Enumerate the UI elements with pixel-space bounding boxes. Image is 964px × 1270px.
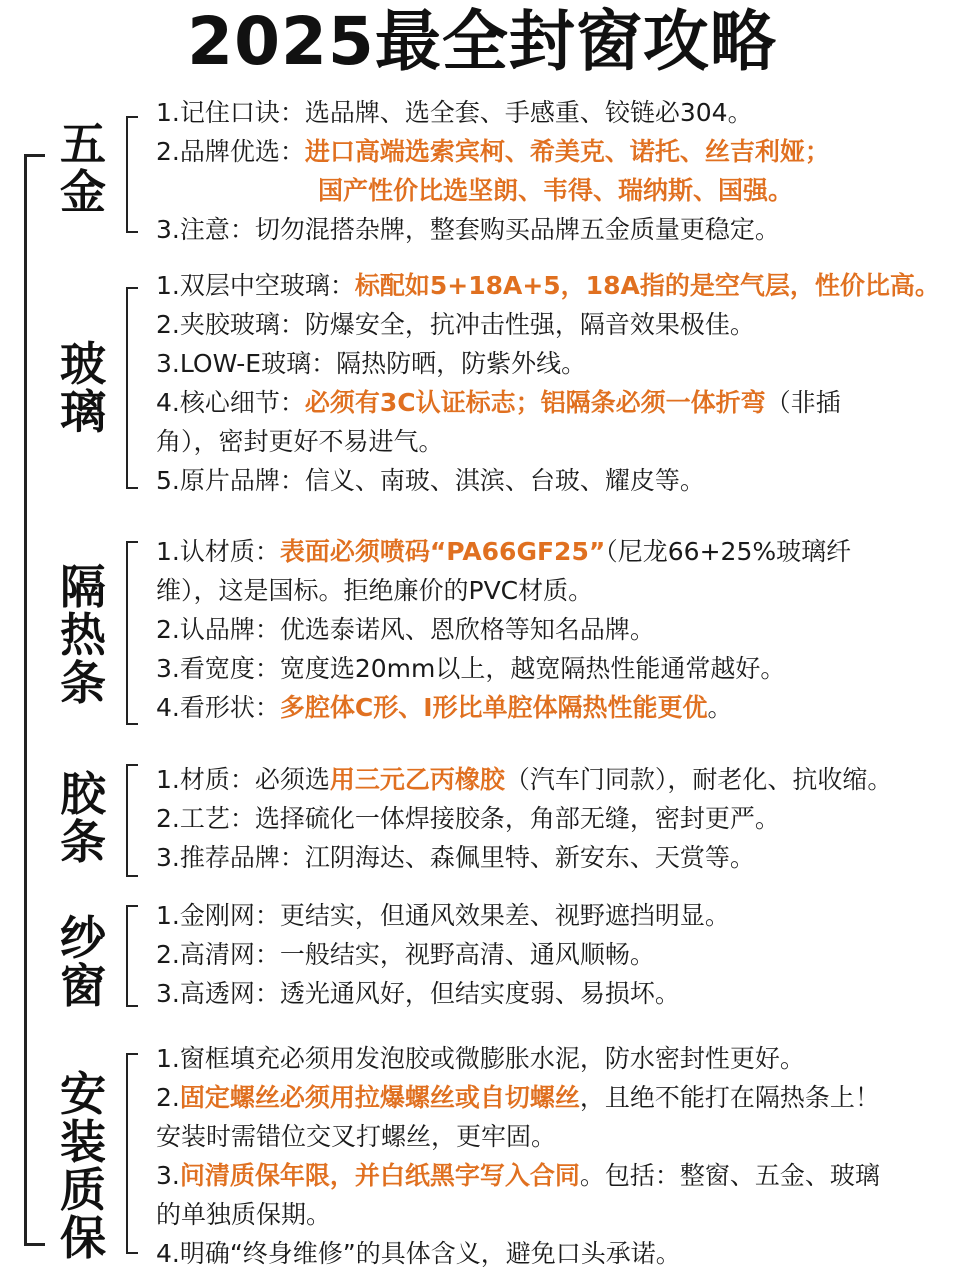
list-item xyxy=(156,214,780,246)
section-label xyxy=(56,911,110,1013)
body-text: （汽车门同款），耐老化、抗收缩。 xyxy=(504,765,893,794)
list-item xyxy=(156,900,730,932)
section-label-char: 胶 xyxy=(60,767,106,821)
section-bracket xyxy=(126,1053,138,1254)
body-text: 3.注意：切勿混搭杂牌，整套购买品牌五金质量更稳定。 xyxy=(156,215,780,244)
body-text: 3. xyxy=(156,1161,180,1190)
list-item xyxy=(156,97,753,129)
highlight-text: 必须有3C认证标志；铝隔条必须一体折弯 xyxy=(304,388,766,417)
body-text: 1.记住口诀：选品牌、选全套、手感重、铰链必304。 xyxy=(156,98,753,127)
list-item xyxy=(156,614,655,646)
section-label-char: 纱 xyxy=(60,911,106,965)
body-text: 3.推荐品牌：江阴海达、森佩里特、新安东、天赏等。 xyxy=(156,843,755,872)
list-item xyxy=(156,575,593,607)
body-text: 。 xyxy=(707,693,733,722)
highlight-text: 问清质保年限，并白纸黑字写入合同 xyxy=(179,1161,580,1190)
highlight-text: 固定螺丝必须用拉爆螺丝或自切螺丝 xyxy=(179,1083,580,1112)
body-text: 2.夹胶玻璃：防爆安全，抗冲击性强，隔音效果极佳。 xyxy=(156,310,755,339)
body-text: （非插 xyxy=(765,388,841,417)
list-item xyxy=(156,1199,331,1231)
body-text: 2.认品牌：优选泰诺风、恩欣格等知名品牌。 xyxy=(156,615,655,644)
section-label xyxy=(56,560,110,710)
body-text: 2.品牌优选： xyxy=(156,137,305,166)
body-text: 5.原片品牌：信义、南玻、淇滨、台玻、耀皮等。 xyxy=(156,466,705,495)
list-item xyxy=(156,1043,805,1075)
section-bracket xyxy=(126,116,138,233)
body-text: 1.认材质： xyxy=(156,537,280,566)
section-label xyxy=(56,117,110,219)
body-text: 4.看形状： xyxy=(156,693,280,722)
list-item xyxy=(156,348,586,380)
body-text: 安装时需错位交叉打螺丝，更牢固。 xyxy=(156,1122,557,1151)
section-label xyxy=(56,1067,110,1265)
list-item xyxy=(156,309,755,341)
highlight-text: 国产性价比选坚朗、韦得、瑞纳斯、国强。 xyxy=(318,176,794,205)
section-bracket xyxy=(126,287,138,489)
body-text: 1.金刚网：更结实，但通风效果差、视野遮挡明显。 xyxy=(156,901,730,930)
section-bracket xyxy=(126,764,138,877)
section-label-char: 保 xyxy=(60,1211,106,1265)
list-item xyxy=(156,426,444,458)
list-item xyxy=(156,136,830,168)
highlight-text: 表面必须喷码“PA66GF25” xyxy=(279,537,606,566)
section-label-char: 安 xyxy=(60,1067,106,1121)
list-item xyxy=(156,842,755,874)
body-text: 1.双层中空玻璃： xyxy=(156,271,355,300)
page-title: 2025最全封窗攻略 xyxy=(187,3,777,80)
body-text: 3.LOW-E玻璃：隔热防晒，防紫外线。 xyxy=(156,349,587,378)
body-text: 。包括：整窗、五金、玻璃 xyxy=(579,1161,880,1190)
section-label-char: 条 xyxy=(60,815,106,869)
body-text: 3.高透网：透光通风好，但结实度弱、易损坏。 xyxy=(156,979,680,1008)
body-text: 3.看宽度：宽度选20mm以上，越宽隔热性能通常越好。 xyxy=(156,654,786,683)
list-item xyxy=(156,1160,880,1192)
body-text: ，且绝不能打在隔热条上！ xyxy=(579,1083,880,1112)
section-label xyxy=(56,767,110,869)
body-text: 1.窗框填充必须用发泡胶或微膨胀水泥，防水密封性更好。 xyxy=(156,1044,805,1073)
body-text: 1.材质：必须选 xyxy=(156,765,330,794)
highlight-text: 多腔体C形、I形比单腔体隔热性能更优 xyxy=(279,693,708,722)
highlight-text: 用三元乙丙橡胶 xyxy=(329,765,505,794)
body-text: 角），密封更好不易进气。 xyxy=(156,427,444,456)
body-text: 4.明确“终身维修”的具体含义，避免口头承诺。 xyxy=(156,1239,681,1268)
section-label xyxy=(56,337,110,439)
list-item xyxy=(156,387,841,419)
list-item xyxy=(156,1121,556,1153)
section-label-char: 热 xyxy=(60,608,106,662)
list-item xyxy=(156,764,892,796)
list-item xyxy=(318,175,793,207)
body-text: 2.工艺：选择硫化一体焊接胶条，角部无缝，密封更严。 xyxy=(156,804,780,833)
body-text: 2.高清网：一般结实，视野高清、通风顺畅。 xyxy=(156,940,655,969)
section-label-char: 隔 xyxy=(60,560,106,614)
list-item xyxy=(156,692,733,724)
section-label-char: 条 xyxy=(60,656,106,710)
list-item xyxy=(156,939,655,971)
section-label-char: 质 xyxy=(60,1163,106,1217)
list-item xyxy=(156,653,785,685)
outer-bracket xyxy=(24,154,45,1246)
list-item xyxy=(156,978,680,1010)
section-label-char: 金 xyxy=(60,165,106,219)
list-item xyxy=(156,1238,681,1270)
body-text: 2. xyxy=(156,1083,180,1112)
list-item xyxy=(156,536,851,568)
list-item xyxy=(156,1082,880,1114)
body-text: 的单独质保期。 xyxy=(156,1200,332,1229)
list-item xyxy=(156,803,780,835)
section-label-char: 窗 xyxy=(60,959,106,1013)
highlight-text: 标配如5+18A+5，18A指的是空气层，性价比高。 xyxy=(354,271,940,300)
highlight-text: 进口高端选索宾柯、希美克、诺托、丝吉利娅； xyxy=(304,137,830,166)
section-label-char: 装 xyxy=(60,1115,106,1169)
section-label-char: 璃 xyxy=(60,385,106,439)
body-text: 维），这是国标。拒绝廉价的PVC材质。 xyxy=(156,576,594,605)
list-item xyxy=(156,465,705,497)
list-item xyxy=(156,270,940,302)
section-label-char: 五 xyxy=(60,117,106,171)
section-bracket xyxy=(126,905,138,1007)
section-bracket xyxy=(126,541,138,725)
section-label-char: 玻 xyxy=(60,337,106,391)
body-text: 4.核心细节： xyxy=(156,388,305,417)
body-text: （尼龙66+25%玻璃纤 xyxy=(605,537,852,566)
